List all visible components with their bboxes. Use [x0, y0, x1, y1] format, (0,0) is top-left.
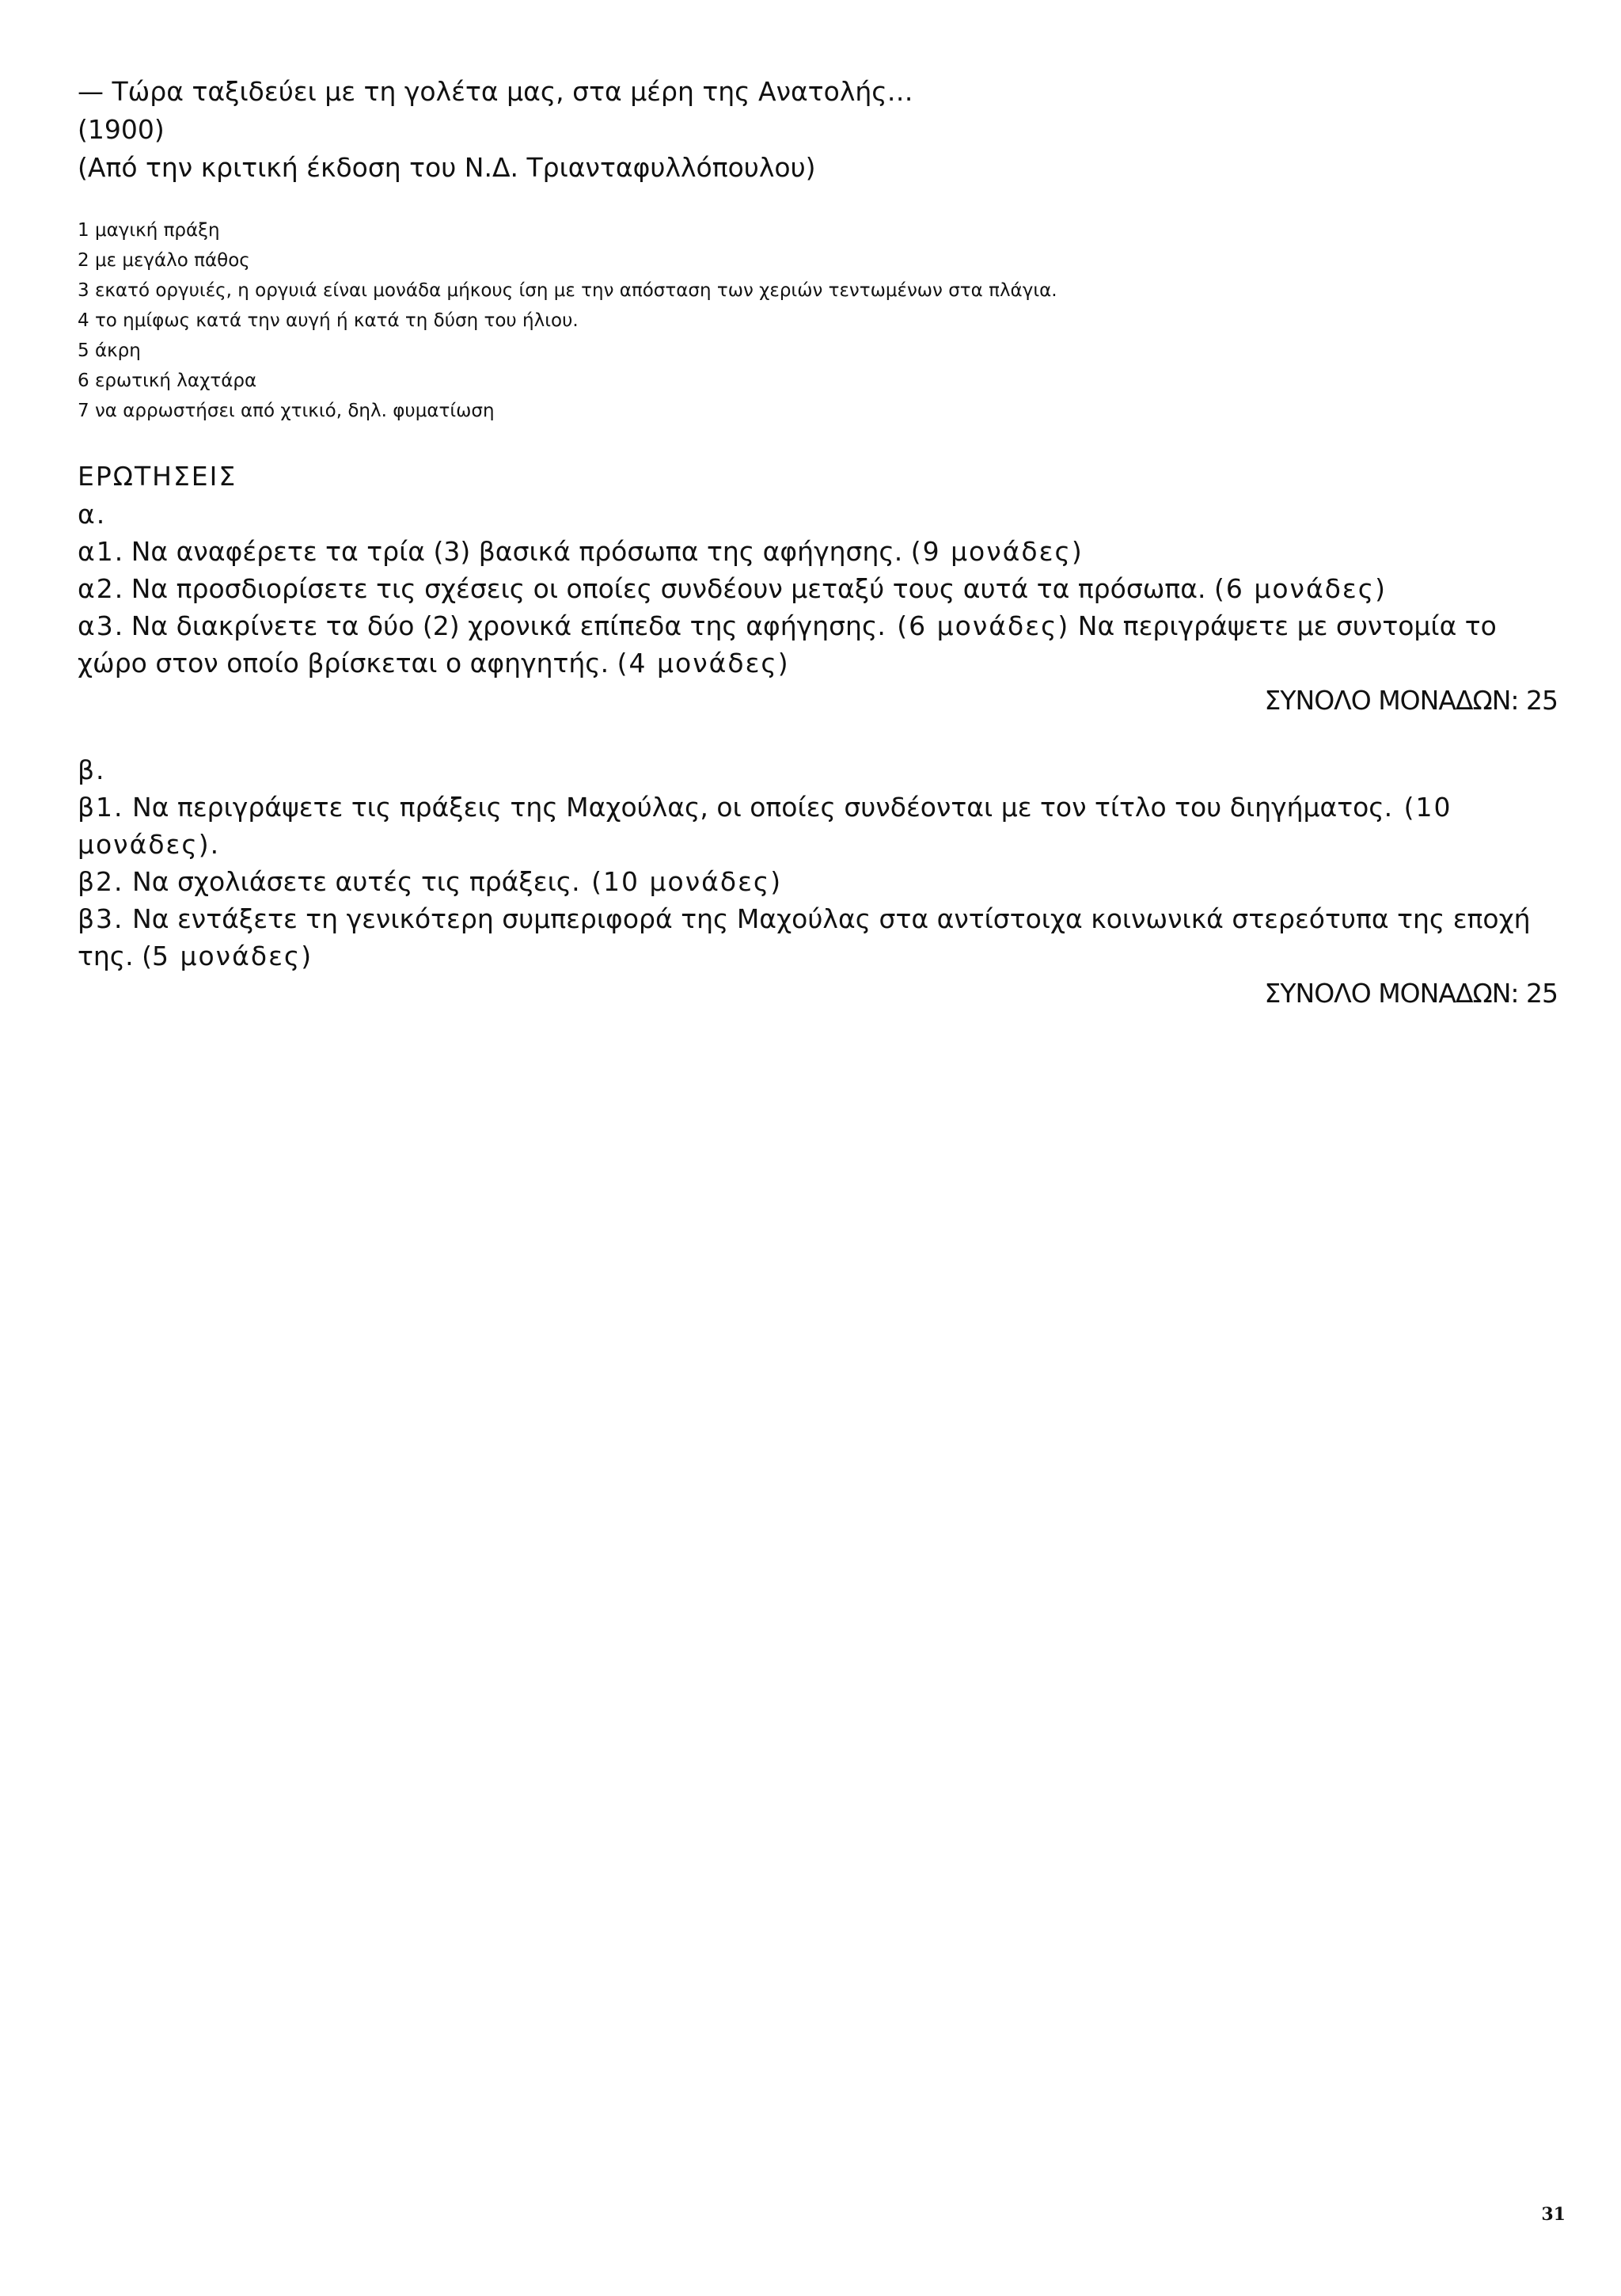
question-a1-prefix: α1 — [78, 536, 115, 567]
footnote: 3 εκατό οργυιές, η οργυιά είναι μονάδα μήκους ίση με την απόσταση των χεριών τεντωμένων στα πλάγια. — [78, 280, 1057, 301]
story-ending-line: — Τώρα ταξιδεύει με τη γολέτα μας, στα μέρη της Ανατολής… — [78, 76, 913, 107]
question-a3-prefix: α3 — [78, 610, 115, 641]
story-source: (Από την κριτική έκδοση του Ν.Δ. Τριανταφυλλόπουλου) — [78, 152, 816, 183]
footnote: 7 να αρρωστήσει από χτικιό, δηλ. φυματίωση — [78, 401, 495, 421]
question-b3-points: 5 μονάδες — [152, 941, 302, 971]
section-a-label: α. — [78, 499, 107, 530]
question-b1-prefix: β1. — [78, 792, 124, 823]
question-a3-points: . (6 μονάδες) — [877, 610, 1070, 641]
section-b-label: β. — [78, 755, 106, 785]
footnote: 1 μαγική πράξη — [78, 220, 220, 241]
section-a-total: ΣΥΝΟΛΟ ΜΟΝΑΔΩΝ: 25 — [1264, 685, 1558, 716]
question-a2 — [78, 570, 1566, 607]
question-a3-text: . Να διακρίνετε τα δύο (2) χρονικά επίπεδα της αφήγησης — [114, 610, 878, 641]
footnote: 2 με μεγάλο πάθος — [78, 250, 250, 271]
question-b2-text: Να σχολιάσετε αυτές τις πράξεις — [123, 866, 572, 897]
questions-heading: ΕΡΩΤΗΣΕΙΣ — [78, 461, 237, 492]
question-b1-points: . (10 μονάδες). — [78, 792, 1452, 860]
question-a3-close: ) — [777, 648, 788, 679]
question-b2 — [78, 863, 1566, 900]
question-a2-points: (6 μονάδες) — [1213, 573, 1387, 604]
footnote: 4 το ημίφως κατά την αυγή ή κατά τη δύση του ήλιου. — [78, 310, 579, 331]
document-page — [78, 73, 1566, 1013]
question-a1-points: (9 μονάδες) — [910, 536, 1084, 567]
footnote: 5 άκρη — [78, 340, 141, 361]
question-a2-prefix: α2 — [78, 573, 115, 604]
question-a1 — [78, 533, 1566, 570]
question-b3 — [78, 900, 1558, 975]
question-b2-prefix: β2. — [78, 866, 124, 897]
question-a3 — [78, 607, 1558, 682]
question-a3-text-2: Να περιγράψετε με συντομία το χώρο στον οποίο βρίσκεται ο αφηγητής. — [78, 610, 1497, 679]
footnote: 6 ερωτική λαχτάρα — [78, 371, 257, 391]
section-gap — [78, 720, 1566, 751]
question-a2-text: . Να προσδιορίσετε τις σχέσεις οι οποίες συνδέουν μεταξύ τους αυτά τα πρόσωπα. — [114, 573, 1214, 604]
question-b1-text: Να περιγράψετε τις πράξεις της Μαχούλας, οι οποίες συνδέονται με τον τίτλο του διηγήματος — [123, 792, 1384, 823]
question-a1-text: . Να αναφέρετε τα τρία (3) βασικά πρόσωπα της αφήγησης. — [114, 536, 911, 567]
question-b3-close: ) — [301, 941, 312, 971]
section-b-total: ΣΥΝΟΛΟ ΜΟΝΑΔΩΝ: 25 — [1264, 978, 1558, 1009]
question-b3-text: Να εντάξετε τη γενικότερη συμπεριφορά της Μαχούλας στα αντίστοιχα κοινωνικά στερεότυπα της εποχή της. ( — [78, 903, 1531, 971]
question-b1 — [78, 789, 1566, 863]
page-number: 31 — [1541, 2204, 1566, 2225]
question-b2-points: . (10 μονάδες) — [571, 866, 783, 897]
footnotes — [78, 215, 1566, 426]
question-b3-prefix: β3. — [78, 903, 124, 934]
question-a3-points-2: (4 μονάδες — [617, 648, 778, 679]
story-year: (1900) — [78, 114, 165, 145]
